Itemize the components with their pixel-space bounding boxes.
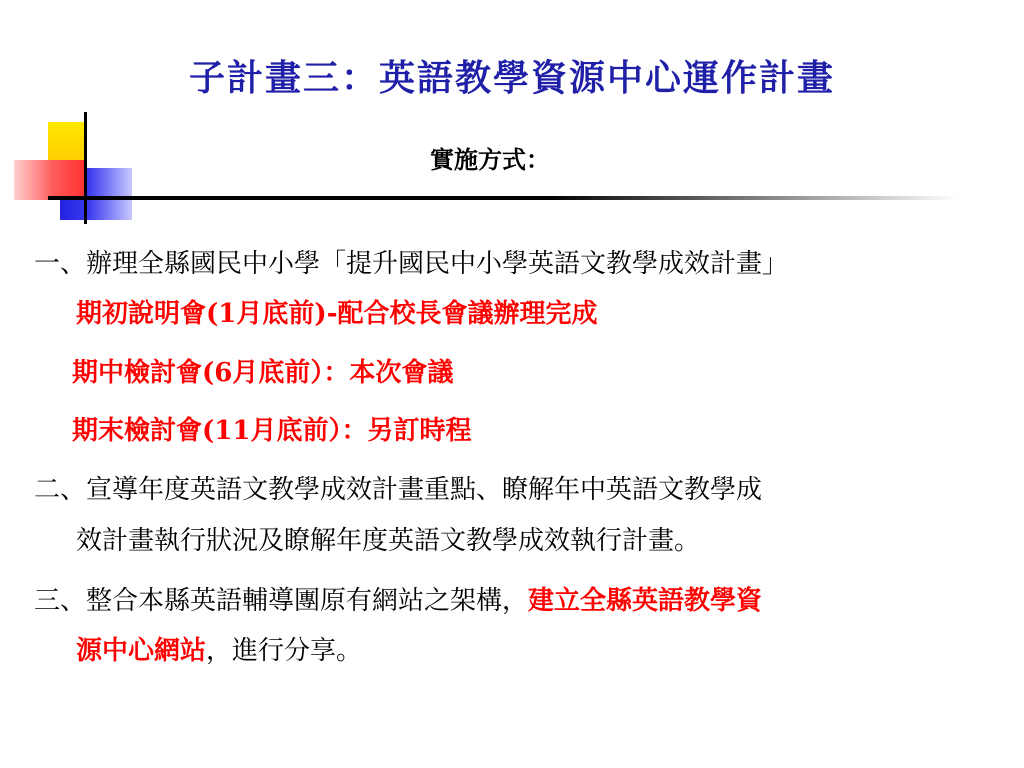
red-square-decoration: [14, 160, 86, 200]
item-1-meeting-1: 期初說明會(1月底前)-配合校長會議辦理完成: [76, 299, 598, 329]
item-3-line-1: [34, 585, 762, 617]
item-3-plain-text: 三、整合本縣英語輔導團原有網站之架構，: [34, 586, 529, 616]
item-2-line-1: 二、宣導年度英語文教學成效計畫重點、瞭解年中英語文教學成: [34, 475, 763, 505]
item-1-meeting-3: 期末檢討會(11月底前）：另訂時程: [72, 416, 472, 446]
vertical-divider: [84, 112, 87, 224]
item-3-highlight-text: 建立全縣英語教學資: [528, 586, 763, 616]
item-2-line-2: 效計畫執行狀況及瞭解年度英語文教學成效執行計畫。: [76, 526, 701, 556]
item-1-text: 一、辦理全縣國民中小學「提升國民中小學英語文教學成效計畫」: [34, 249, 789, 279]
slide-title: 子計畫三：英語教學資源中心運作計畫: [188, 57, 835, 99]
horizontal-divider: [48, 196, 958, 200]
item-3-plain-text-cont: ，進行分享。: [206, 636, 363, 666]
item-1-meeting-2: 期中檢討會(6月底前）：本次會議: [72, 358, 454, 388]
section-subtitle: 實施方式：: [430, 145, 550, 174]
item-3-line-2: [76, 635, 362, 667]
item-3-highlight-text-cont: 源中心網站: [76, 636, 207, 666]
